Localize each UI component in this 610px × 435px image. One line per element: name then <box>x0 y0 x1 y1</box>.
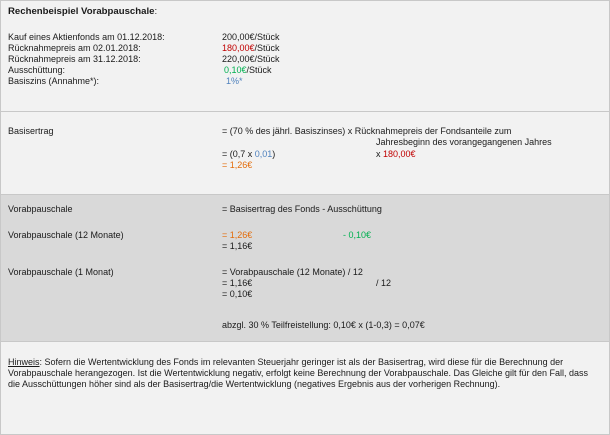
input-label: Kauf eines Aktienfonds am 01.12.2018: <box>8 32 165 42</box>
calc-price: 180,00€ <box>383 149 416 159</box>
vorab-12m-label: Vorabpauschale (12 Monate) <box>8 230 124 240</box>
vorab-12m-line1: = 1,26€ <box>222 230 253 240</box>
input-label: Ausschüttung: <box>8 65 66 75</box>
teilfreistellung: abzgl. 30 % Teilfreistellung: 0,10€ x (1-0,3) = 0,07€ <box>222 320 425 330</box>
start-price: 180,00€ <box>222 43 255 53</box>
vorab-1m-line1: = Vorabpauschale (12 Monate) / 12 <box>222 267 363 277</box>
basisertrag-formula-line1: = (70 % des jährl. Basiszinses) x Rücknahmepreis der Fondsanteile zum <box>222 126 512 136</box>
calc-prefix: = (0,7 x <box>222 149 255 159</box>
input-label: Rücknahmepreis am 31.12.2018: <box>8 54 141 64</box>
vorab-formula: = Basisertrag des Fonds - Ausschüttung <box>222 204 382 214</box>
calc-rate: 0,01 <box>254 149 273 159</box>
vorab-12m-minus: - 0,10€ <box>343 230 372 240</box>
basisertrag-formula-line2: Jahresbeginn des vorangegangenen Jahres <box>376 137 552 147</box>
basisertrag-result: = 1,26€ <box>222 160 253 170</box>
vorab-12m-line2: = 1,16€ <box>222 241 253 251</box>
input-value <box>224 65 272 76</box>
base-rate-value: 1%* <box>226 76 243 86</box>
distribution-value: 0,10€ <box>224 65 247 75</box>
calc-suffix: ) <box>272 149 276 159</box>
unit-label: /Stück <box>246 65 272 75</box>
hinweis-label: Hinweis <box>8 357 40 367</box>
end-price: 220,00€ <box>222 54 255 64</box>
vorab-1m-div: / 12 <box>376 278 392 288</box>
input-value <box>222 32 280 43</box>
example-title <box>8 6 157 17</box>
vorab-label: Vorabpauschale <box>8 204 73 214</box>
input-value <box>222 54 280 65</box>
unit-label: /Stück <box>254 32 280 42</box>
unit-label: /Stück <box>254 43 280 53</box>
example-title-text: Rechenbeispiel Vorabpauschale <box>8 6 155 17</box>
vorab-1m-line2: = 1,16€ <box>222 278 253 288</box>
hinweis-text: : Sofern die Wertentwicklung des Fonds im relevanten Steuerjahr geringer ist als der Basisertrag, wird diese für die Berechnung der Vorabpauschale herangezogen. Ist die Wertentwicklung negativ, erfolgt keine Berechnung der Vorabpauschale. Das Gleiche gilt für den Fall, dass die Ausschüttungen höher sind als der Basisertrag/die Wertentwicklung (negatives Ergebnis aus der vorherigen Rechnung). <box>8 357 589 389</box>
section-basisertrag <box>1 112 609 195</box>
basisertrag-calc <box>222 149 275 160</box>
hinweis-paragraph <box>8 357 598 390</box>
vorab-1m-label: Vorabpauschale (1 Monat) <box>8 267 114 277</box>
unit-label: /Stück <box>254 54 280 64</box>
purchase-price: 200,00€ <box>222 32 255 42</box>
input-label: Rücknahmepreis am 02.01.2018: <box>8 43 141 53</box>
input-label: Basiszins (Annahme*): <box>8 76 100 86</box>
basisertrag-label: Basisertrag <box>8 126 54 136</box>
calc-x: x <box>376 149 384 159</box>
vorab-1m-line3: = 0,10€ <box>222 289 253 299</box>
input-value <box>222 43 280 54</box>
example-title-colon: : <box>154 6 158 17</box>
basisertrag-calc-price <box>376 149 416 160</box>
